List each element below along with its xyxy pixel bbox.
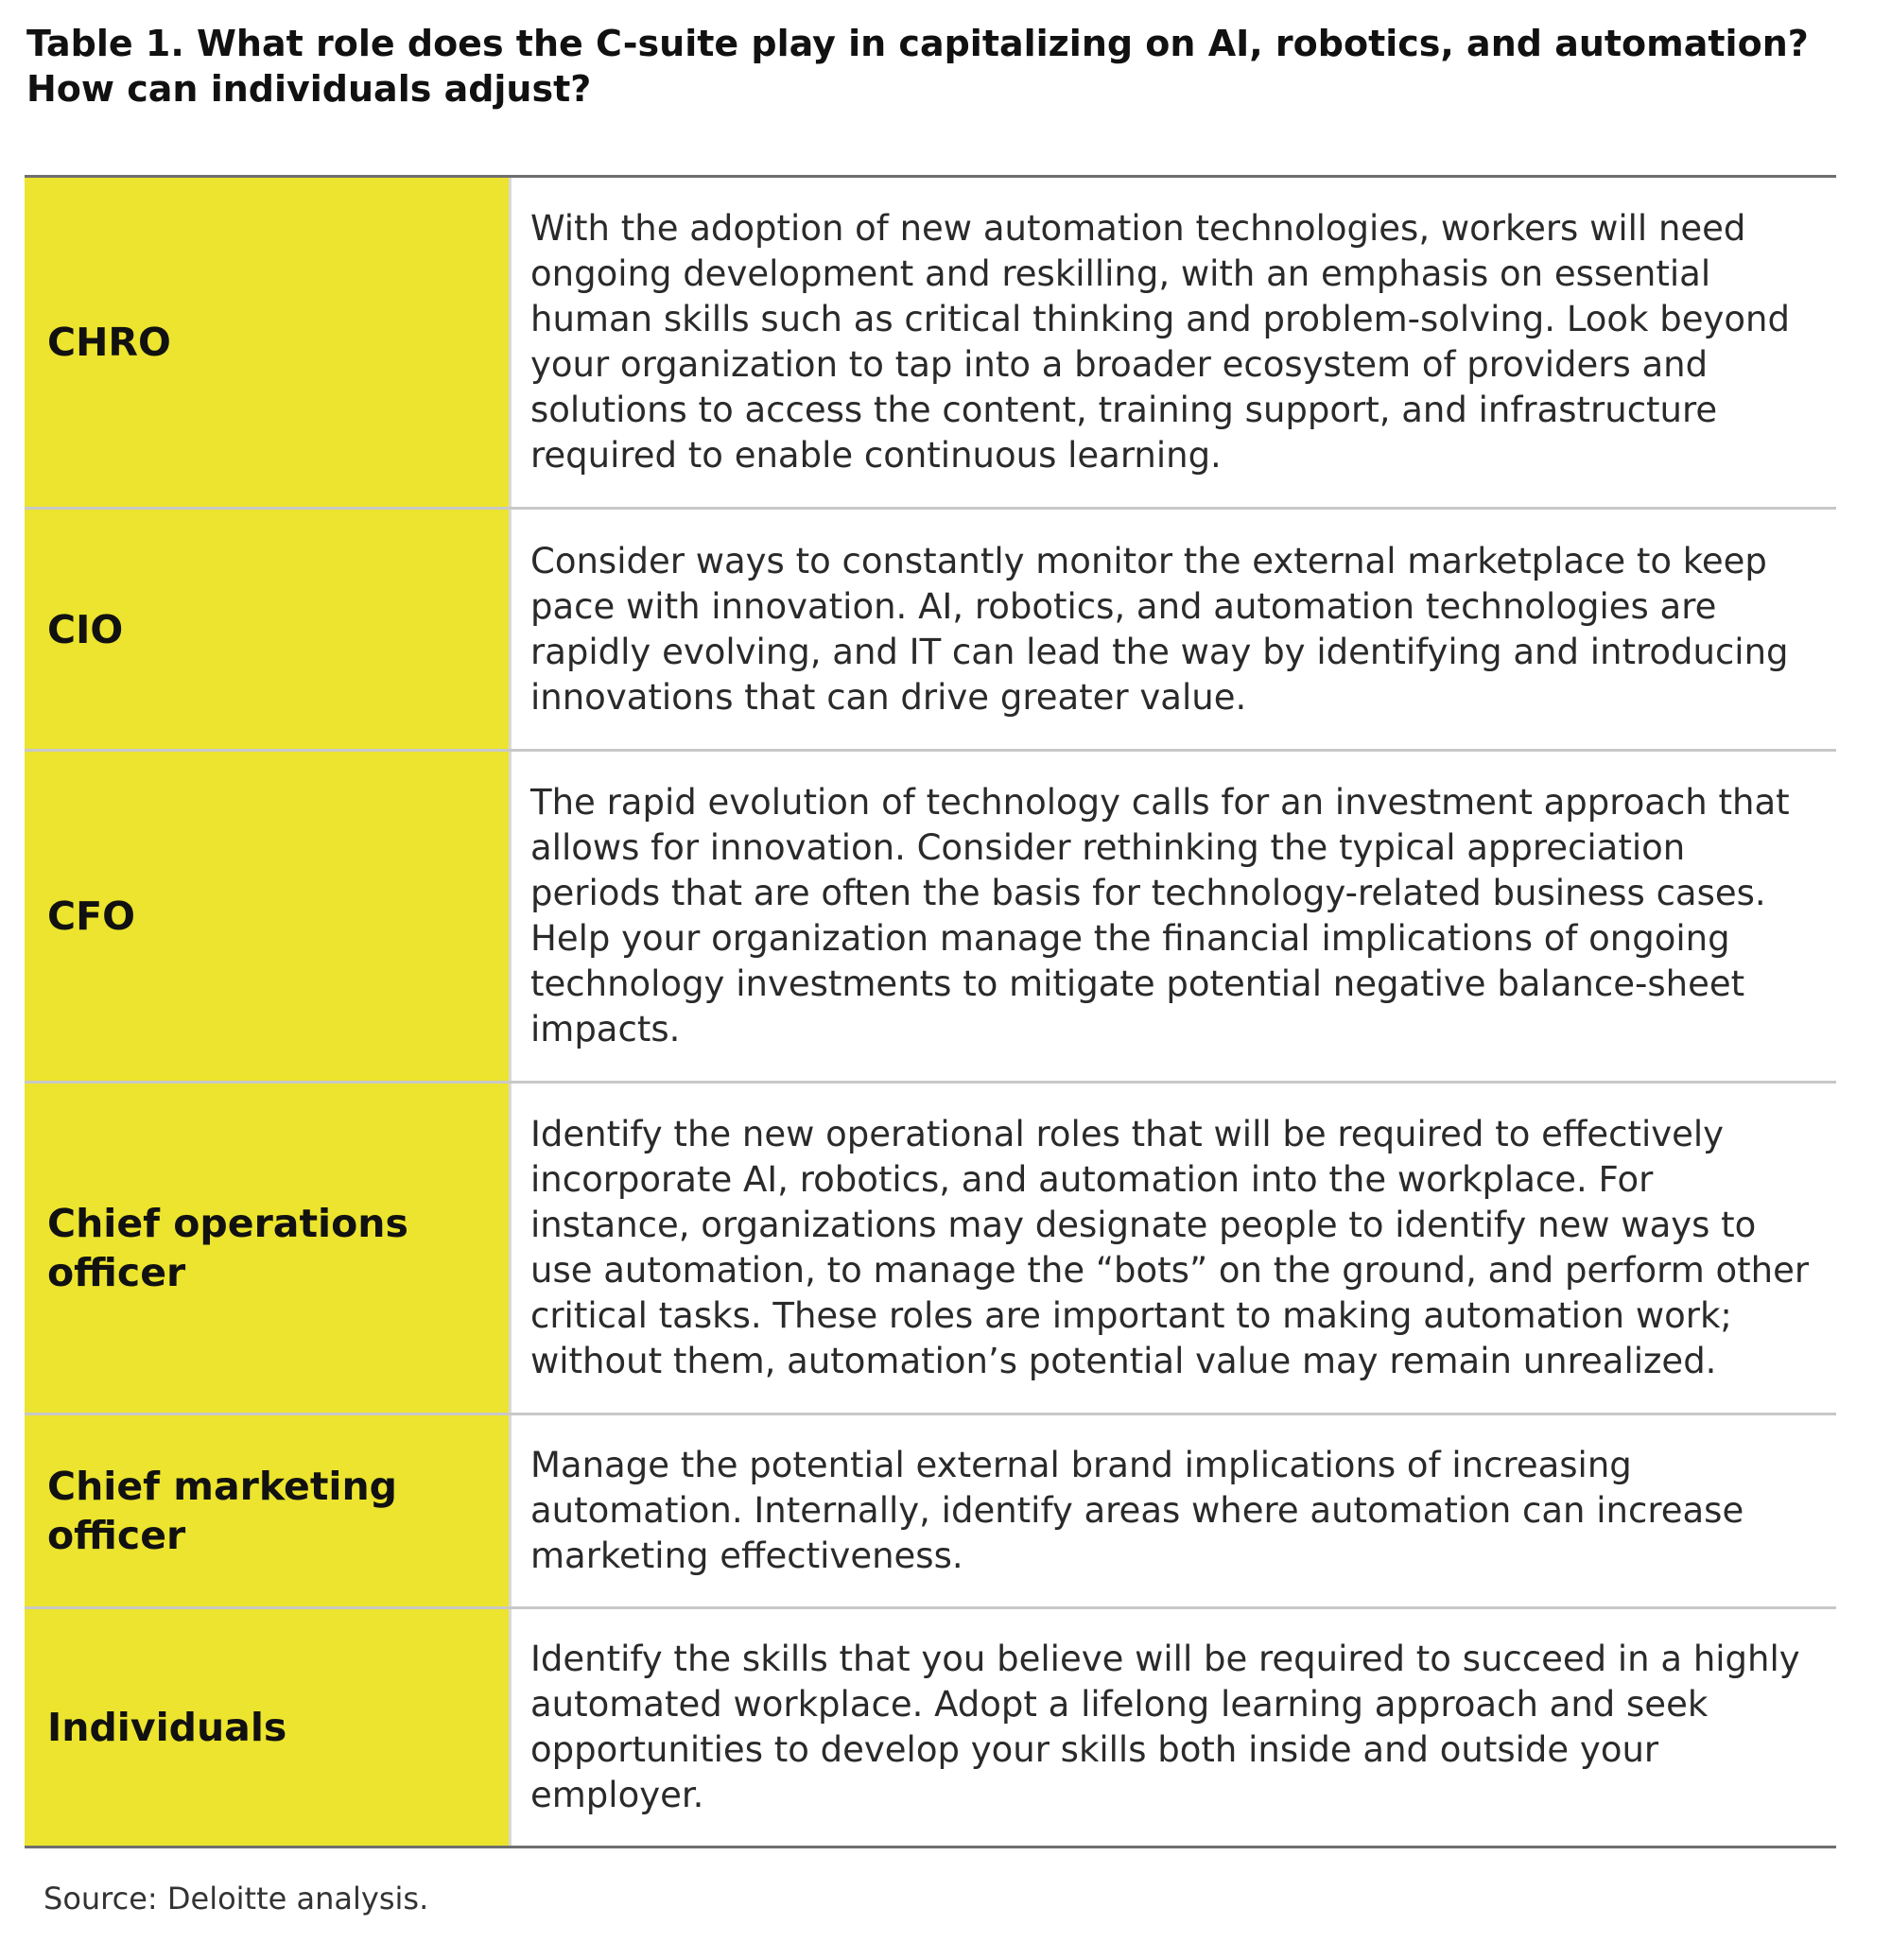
role-cell: Chief marketing officer bbox=[25, 1415, 512, 1606]
table-title: Table 1. What role does the C-suite play in capitalizing on AI, robotics, and automation? How can individuals adjust? bbox=[26, 23, 1809, 110]
description-cell: Consider ways to constantly monitor the external marketplace to keep pace with innovation. AI, robotics, and automation technologies are rapidly evolving, and IT can lead the way by identifying and introducing innovations that can drive greater value. bbox=[512, 510, 1836, 749]
description-cell: Identify the new operational roles that will be required to effectively incorporate AI, robotics, and automation into the workplace. For instance, organizations may designate people to identify new ways to use automation, to manage the “bots” on the ground, and perform other critical tasks. These roles are important to making automation work; without them, automation’s potential value may remain unrealized. bbox=[512, 1084, 1836, 1413]
roles-table bbox=[25, 175, 1836, 1848]
table-row bbox=[25, 178, 1836, 507]
role-cell: CFO bbox=[25, 752, 512, 1081]
description-cell: The rapid evolution of technology calls for an investment approach that allows for innovation. Consider rethinking the typical appreciation periods that are often the basis for technology-related business cases. Help your organization manage the financial implications of ongoing technology investments to mitigate potential negative balance-sheet impacts. bbox=[512, 752, 1836, 1081]
table-row bbox=[25, 1413, 1836, 1606]
table-row bbox=[25, 1081, 1836, 1413]
role-cell: Chief operations officer bbox=[25, 1084, 512, 1413]
role-cell: CIO bbox=[25, 510, 512, 749]
source-note: Source: Deloitte analysis. bbox=[43, 1881, 429, 1917]
description-cell: With the adoption of new automation technologies, workers will need ongoing development and reskilling, with an emphasis on essential human skills such as critical thinking and problem-solving. Look beyond your organization to tap into a broader ecosystem of providers and solutions to access the content, training support, and infrastructure required to enable continuous learning. bbox=[512, 178, 1836, 507]
description-cell: Manage the potential external brand implications of increasing automation. Internally, identify areas where automation can increase marketing effectiveness. bbox=[512, 1415, 1836, 1606]
table-row bbox=[25, 749, 1836, 1081]
role-cell: Individuals bbox=[25, 1609, 512, 1846]
role-cell: CHRO bbox=[25, 178, 512, 507]
description-cell: Identify the skills that you believe will be required to succeed in a highly automated workplace. Adopt a lifelong learning approach and seek opportunities to develop your skills both inside and outside your employer. bbox=[512, 1609, 1836, 1846]
table-row bbox=[25, 507, 1836, 749]
table-row bbox=[25, 1606, 1836, 1846]
